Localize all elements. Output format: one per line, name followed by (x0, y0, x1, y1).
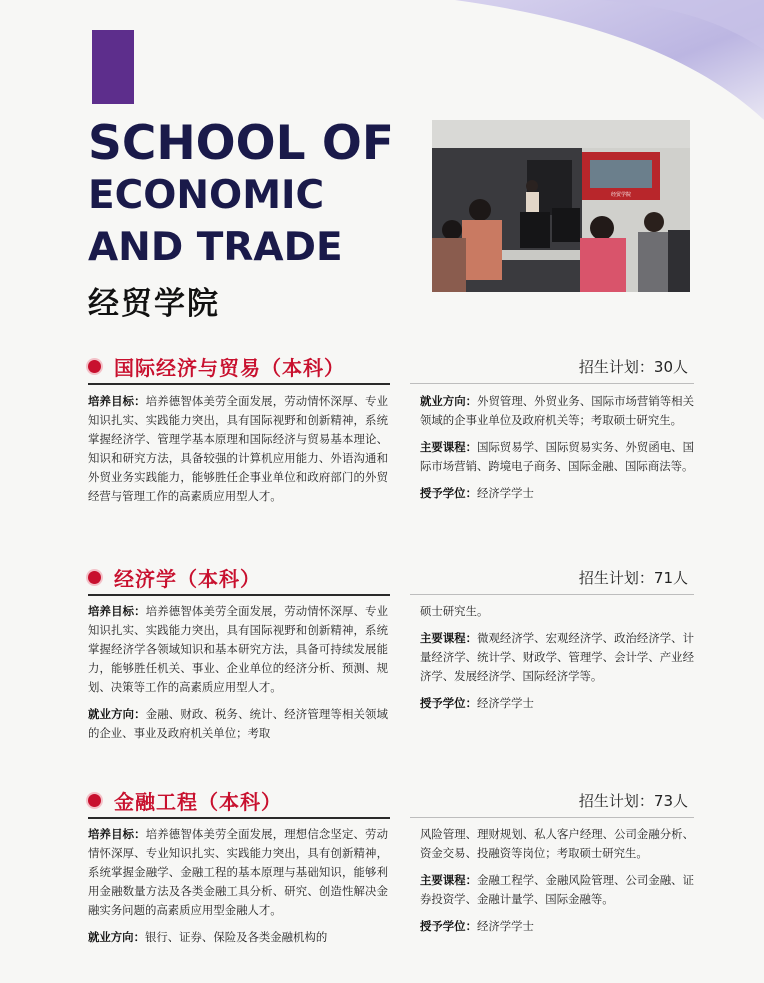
detail-column (420, 825, 694, 944)
training-goal: 培养目标：培养德智体美劳全面发展，理想信念坚定、劳动情怀深厚、专业知识扎实、实践能力突出，具有创新精神，系统掌握金融学、金融工程的基本原理与基础知识，能够利用金融数量方法及各类金融工具分析、研究、创造性解决金融实务问题的高素质应用型金融人才。 (88, 827, 388, 917)
career-direction: 就业方向：外贸管理、外贸业务、国际市场营销等相关领域的企事业单位及政府机关等；考取硕士研究生。 (420, 394, 694, 427)
section-header-intl-trade (84, 352, 694, 382)
page-title-chinese: 经贸学院 (88, 286, 220, 322)
enrollment-quota: 招生计划：30人 (578, 358, 688, 376)
section-title: 经济学（本科） (114, 567, 261, 591)
career-direction-continued: 硕士研究生。 (420, 604, 489, 618)
main-courses: 主要课程：国际贸易学、国际贸易实务、外贸函电、国际市场营销、跨境电子商务、国际金融、国际商法等。 (420, 440, 694, 473)
bullet-circle-icon (88, 360, 101, 373)
section-title: 国际经济与贸易（本科） (114, 356, 345, 380)
classroom-photo (432, 120, 690, 292)
accent-bar (92, 30, 134, 104)
goal-column (88, 825, 388, 955)
detail-column (420, 602, 694, 721)
divider (88, 383, 390, 385)
enrollment-quota: 招生计划：71人 (578, 569, 688, 587)
main-courses: 主要课程：微观经济学、宏观经济学、政治经济学、计量经济学、统计学、财政学、管理学、会计学、产业经济学、发展经济学、国际经济学等。 (420, 631, 694, 683)
title-line-2: ECONOMIC (88, 173, 325, 218)
page-title-english (88, 118, 394, 274)
divider (88, 594, 390, 596)
career-direction: 就业方向：银行、证券、保险及各类金融机构的 (88, 930, 328, 944)
degree-awarded: 授予学位：经济学学士 (420, 696, 534, 710)
screen-text: 经贸学院 (610, 192, 632, 198)
bullet-circle-icon (88, 571, 101, 584)
career-direction-continued: 风险管理、理财规划、私人客户经理、公司金融分析、资金交易、投融资等岗位；考取硕士研究生。 (420, 827, 694, 860)
divider (410, 383, 694, 384)
training-goal: 培养目标：培养德智体美劳全面发展，劳动情怀深厚、专业知识扎实、实践能力突出，具有国际视野和创新精神，系统掌握经济学各领域知识和基本研究方法，具备可持续发展能力，能够胜任机关、事业、企业单位的经济分析、预测、规划、决策等工作的高素质应用型人才。 (88, 604, 388, 694)
career-direction: 就业方向：金融、财政、税务、统计、经济管理等相关领域的企业、事业及政府机关单位；考取 (88, 707, 388, 740)
training-goal: 培养目标：培养德智体美劳全面发展，劳动情怀深厚、专业知识扎实、实践能力突出，具有国际视野和创新精神，系统掌握经济学、管理学基本原理和国际经济与贸易基本理论、知识和研究方法，具备较强的计算机应用能力、外语沟通和外贸业务实践能力，能够胜任企事业单位和政府部门的外贸经营与管理工作的高素质应用型人才。 (88, 394, 388, 503)
divider (410, 817, 694, 818)
title-line-3: AND TRADE (88, 225, 343, 270)
goal-column (88, 392, 388, 514)
divider (410, 594, 694, 595)
section-header-financial-engineering (84, 786, 694, 816)
section-header-economics (84, 563, 694, 593)
title-line-1: SCHOOL OF (88, 116, 394, 171)
section-title: 金融工程（本科） (114, 790, 282, 814)
divider (88, 817, 390, 819)
degree-awarded: 授予学位：经济学学士 (420, 919, 534, 933)
degree-awarded: 授予学位：经济学学士 (420, 486, 534, 500)
detail-column (420, 392, 694, 511)
goal-column (88, 602, 388, 751)
enrollment-quota: 招生计划：73人 (578, 792, 688, 810)
bullet-circle-icon (88, 794, 101, 807)
main-courses: 主要课程：金融工程学、金融风险管理、公司金融、证券投资学、金融计量学、国际金融等。 (420, 873, 694, 906)
